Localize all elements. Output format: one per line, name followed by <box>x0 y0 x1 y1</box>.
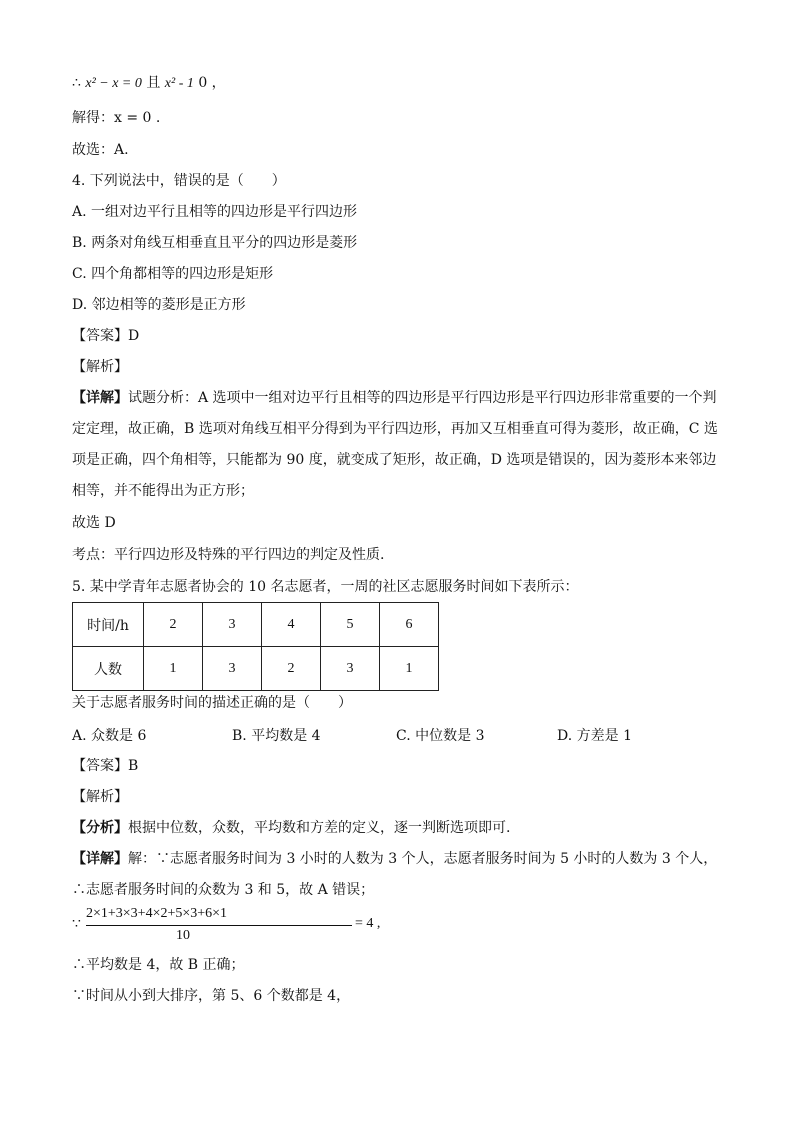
q5-option-d: D. 方差是 1 <box>557 728 632 744</box>
q4-knowledge-point: 考点：平行四边形及特殊的平行四边的判定及性质. <box>72 547 385 563</box>
therefore-symbol: ∴ <box>72 75 86 91</box>
table-cell: 6 <box>380 603 439 647</box>
line-condition <box>72 73 226 94</box>
table-cell: 5 <box>321 603 380 647</box>
analysis-label: 【分析】 <box>72 820 128 836</box>
table-row <box>73 647 439 691</box>
fraction-bar <box>86 925 352 926</box>
line-solve: 解得：x = 0 . <box>72 110 161 126</box>
step-median: ∵时间从小到大排序，第 5、6 个数都是 4， <box>72 988 351 1004</box>
q4-option-a: A. 一组对边平行且相等的四边形是平行四边形 <box>72 204 358 220</box>
analysis-text: 根据中位数，众数，平均数和方差的定义，逐一判断选项即可. <box>128 820 511 836</box>
q4-detail-paragraph <box>72 383 722 507</box>
q5-stem: 关于志愿者服务时间的描述正确的是（ ） <box>72 695 352 711</box>
table-row <box>73 603 439 647</box>
table-cell: 2 <box>262 647 321 691</box>
q5-detail <box>72 849 717 869</box>
row-header-count: 人数 <box>73 647 144 691</box>
conjunction: 且 <box>141 75 165 91</box>
q5-option-b: B. 平均数是 4 <box>232 728 321 744</box>
question-5: 5. 某中学青年志愿者协会的 10 名志愿者，一周的社区志愿服务时间如下表所示： <box>72 579 579 595</box>
q5-option-c: C. 中位数是 3 <box>396 728 485 744</box>
table-cell: 1 <box>380 647 439 691</box>
equation-1: x² − x = 0 <box>85 76 142 91</box>
q4-analysis-heading: 【解析】 <box>72 359 128 375</box>
question-4: 4. 下列说法中，错误的是（ ） <box>72 173 286 189</box>
q4-option-d: D. 邻边相等的菱形是正方形 <box>72 297 246 313</box>
step-mode: ∴志愿者服务时间的众数为 3 和 5，故 A 错误； <box>72 882 375 898</box>
fraction-result: = 4 , <box>355 916 381 931</box>
q4-option-b: B. 两条对角线互相垂直且平分的四边形是菱形 <box>72 235 358 251</box>
table-cell: 3 <box>203 647 262 691</box>
q5-answer: 【答案】B <box>72 758 139 774</box>
table-cell: 1 <box>144 647 203 691</box>
service-time-table <box>72 602 439 691</box>
fraction-denominator: 10 <box>176 928 190 943</box>
table-cell: 3 <box>203 603 262 647</box>
step-mean: ∴平均数是 4，故 B 正确； <box>72 957 245 973</box>
q5-analysis-heading: 【解析】 <box>72 789 128 805</box>
equation-tail: 0 ， <box>193 75 226 91</box>
row-header-time: 时间/h <box>73 603 144 647</box>
detail-text: 试题分析：A 选项中一组对边平行且相等的四边形是平行四边形是平行四边形非常重要的一个判定定理，故正确，B 选项对角线互相平分得到为平行四边形，再加又互相垂直可得为菱形，故正确，C 选项是正确，四个角相等，只能都为 90 度，就变成了矩形，故正确，D 选项是错误的，因为菱形本来邻边相等，并不能得出为正方形； <box>72 390 718 499</box>
table-cell: 3 <box>321 647 380 691</box>
detail-label: 【详解】 <box>72 390 128 406</box>
q4-option-c: C. 四个角都相等的四边形是矩形 <box>72 266 274 282</box>
line-choose-a: 故选：A. <box>72 142 129 158</box>
detail-text: 解：∵志愿者服务时间为 3 小时的人数为 3 个人，志愿者服务时间为 5 小时的人数为 3 个人， <box>128 851 718 867</box>
table-cell: 4 <box>262 603 321 647</box>
because-symbol: ∵ <box>72 916 81 932</box>
q4-choose: 故选 D <box>72 515 116 531</box>
q5-analysis <box>72 818 510 838</box>
q5-option-a: A. 众数是 6 <box>72 728 147 744</box>
detail-label: 【详解】 <box>72 851 128 867</box>
table-cell: 2 <box>144 603 203 647</box>
fraction-numerator: 2×1+3×3+4×2+5×3+6×1 <box>86 906 228 921</box>
equation-2: x² - 1 <box>164 76 194 91</box>
q4-answer: 【答案】D <box>72 328 140 344</box>
